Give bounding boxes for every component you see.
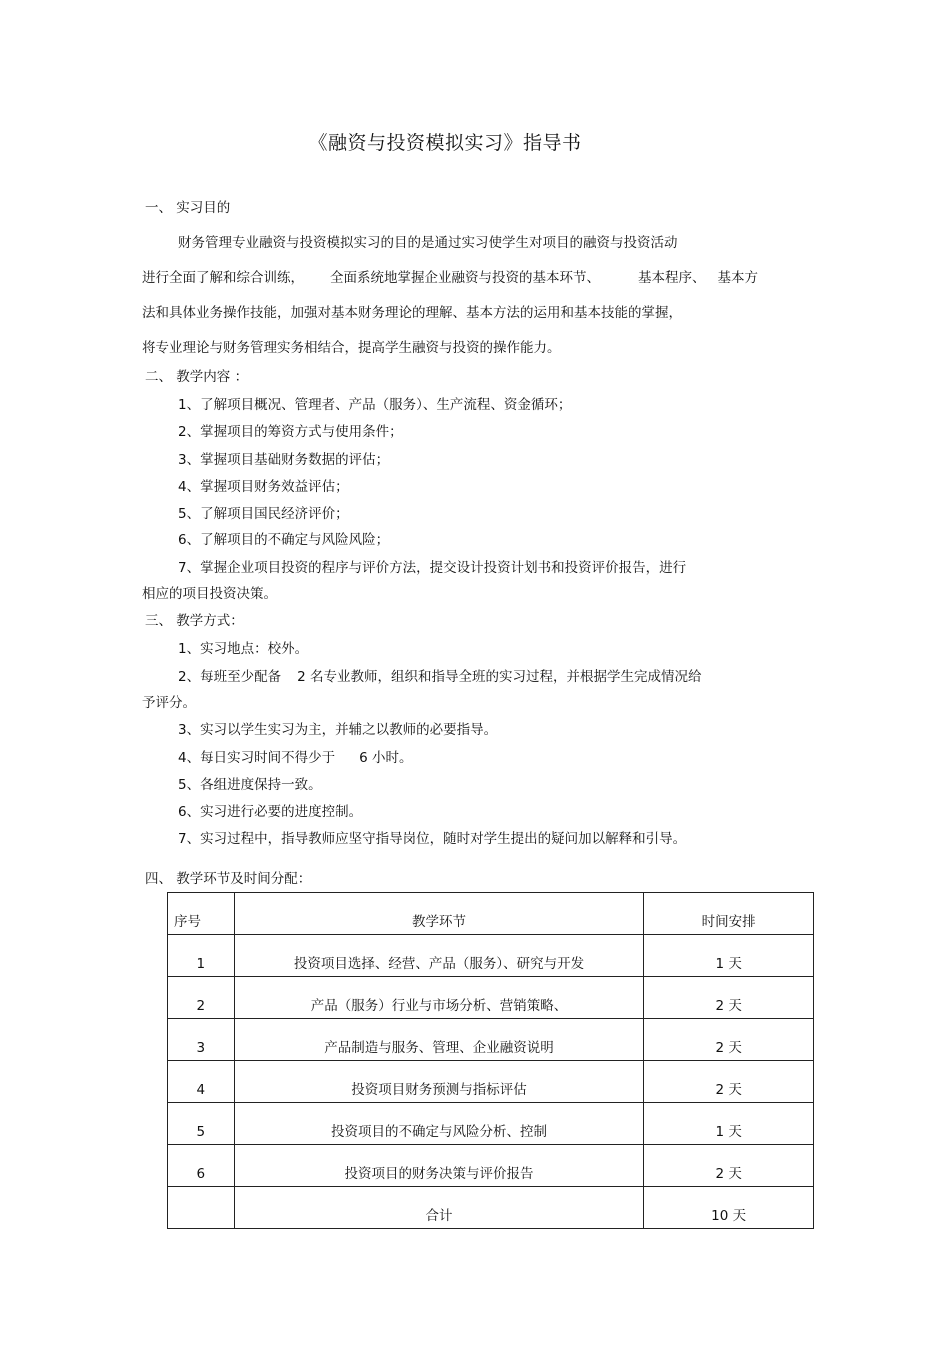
table-cell: [168, 1187, 235, 1229]
table-cell: 2 天: [644, 1061, 814, 1103]
table-cell: 4: [168, 1061, 235, 1103]
table-cell: 2 天: [644, 1019, 814, 1061]
table-cell: 投资项目选择、经营、产品（服务）、研究与开发: [234, 935, 644, 977]
section3-item: 3、实习以学生实习为主，并辅之以教师的必要指导。: [178, 722, 498, 738]
section2-item7-continuation: 相应的项目投资决策。: [142, 586, 277, 602]
section1-heading: 一、 实习目的: [145, 200, 231, 216]
section3-item: [178, 749, 412, 767]
section3-item4-a: 4、每日实习时间不得少于: [178, 750, 336, 766]
section2-item: 4、掌握项目财务效益评估；: [178, 479, 349, 495]
table-row: [168, 1061, 814, 1103]
section2-item: 5、了解项目国民经济评价；: [178, 506, 349, 522]
section3-item4-b: 6 小时。: [359, 750, 413, 766]
table-total-row: [168, 1187, 814, 1229]
section1-para-line2: [142, 269, 758, 287]
table-header-row: [168, 893, 814, 935]
table-cell: 投资项目财务预测与指标评估: [234, 1061, 644, 1103]
section1-para-line1: 财务管理专业融资与投资模拟实习的目的是通过实习使学生对项目的融资与投资活动: [178, 235, 678, 251]
table-cell: 合计: [234, 1187, 644, 1229]
section1-para-line3: 法和具体业务操作技能，加强对基本财务理论的理解、基本方法的运用和基本技能的掌握，: [142, 305, 682, 321]
table-cell: 2: [168, 977, 235, 1019]
section4-heading: 四、 教学环节及时间分配：: [145, 871, 312, 887]
table-cell: 3: [168, 1019, 235, 1061]
table-cell: 1 天: [644, 935, 814, 977]
schedule-table: [167, 892, 814, 1229]
section2-item: 2、掌握项目的筹资方式与使用条件；: [178, 424, 403, 440]
section2-item: 1、了解项目概况、管理者、产品（服务）、生产流程、资金循环；: [178, 397, 572, 413]
section3-item: 6、实习进行必要的进度控制。: [178, 804, 363, 820]
table-row: [168, 1145, 814, 1187]
section2-item: 6、了解项目的不确定与风险风险；: [178, 532, 390, 548]
section1-para-line2-c: 基本程序、: [638, 270, 706, 286]
table-cell: 产品制造与服务、管理、企业融资说明: [234, 1019, 644, 1061]
table-header-cell: 教学环节: [234, 893, 644, 935]
section3-item2-b: 2 名专业教师，组织和指导全班的实习过程，并根据学生完成情况给: [297, 669, 702, 685]
table-row: [168, 1103, 814, 1145]
table-cell: 产品（服务）行业与市场分析、营销策略、: [234, 977, 644, 1019]
section2-item: 3、掌握项目基础财务数据的评估；: [178, 452, 390, 468]
table-cell: 投资项目的不确定与风险分析、控制: [234, 1103, 644, 1145]
section3-item: 1、实习地点：校外。: [178, 641, 309, 657]
section3-heading: 三、 教学方式：: [145, 613, 244, 629]
section1-para-line2-b: 全面系统地掌握企业融资与投资的基本环节、: [330, 270, 600, 286]
table-cell: 1: [168, 935, 235, 977]
table-cell: 2 天: [644, 1145, 814, 1187]
table-cell: 6: [168, 1145, 235, 1187]
table-row: [168, 935, 814, 977]
section1-para-line2-a: 进行全面了解和综合训练，: [142, 270, 304, 286]
table-cell: 2 天: [644, 977, 814, 1019]
section3-item2-continuation: 予评分。: [142, 695, 196, 711]
section1-para-line4: 将专业理论与财务管理实务相结合，提高学生融资与投资的操作能力。: [142, 340, 561, 356]
table-header-cell: 时间安排: [644, 893, 814, 935]
table-cell: 1 天: [644, 1103, 814, 1145]
section3-item2-a: 2、每班至少配备: [178, 669, 282, 685]
document-title: 《融资与投资模拟实习》指导书: [308, 132, 582, 154]
section3-item: [178, 668, 701, 686]
section3-item: 7、实习过程中，指导教师应坚守指导岗位，随时对学生提出的疑问加以解释和引导。: [178, 831, 687, 847]
section2-item: 7、掌握企业项目投资的程序与评价方法，提交设计投资计划书和投资评价报告，进行: [178, 560, 687, 576]
table-header-cell: 序号: [168, 893, 235, 935]
table-cell: 投资项目的财务决策与评价报告: [234, 1145, 644, 1187]
table-cell: 5: [168, 1103, 235, 1145]
table-cell: 10 天: [644, 1187, 814, 1229]
section3-item: 5、各组进度保持一致。: [178, 777, 322, 793]
table-row: [168, 977, 814, 1019]
table-row: [168, 1019, 814, 1061]
section1-para-line2-d: 基本方: [717, 270, 758, 286]
section2-heading: 二、 教学内容 ：: [145, 369, 249, 385]
